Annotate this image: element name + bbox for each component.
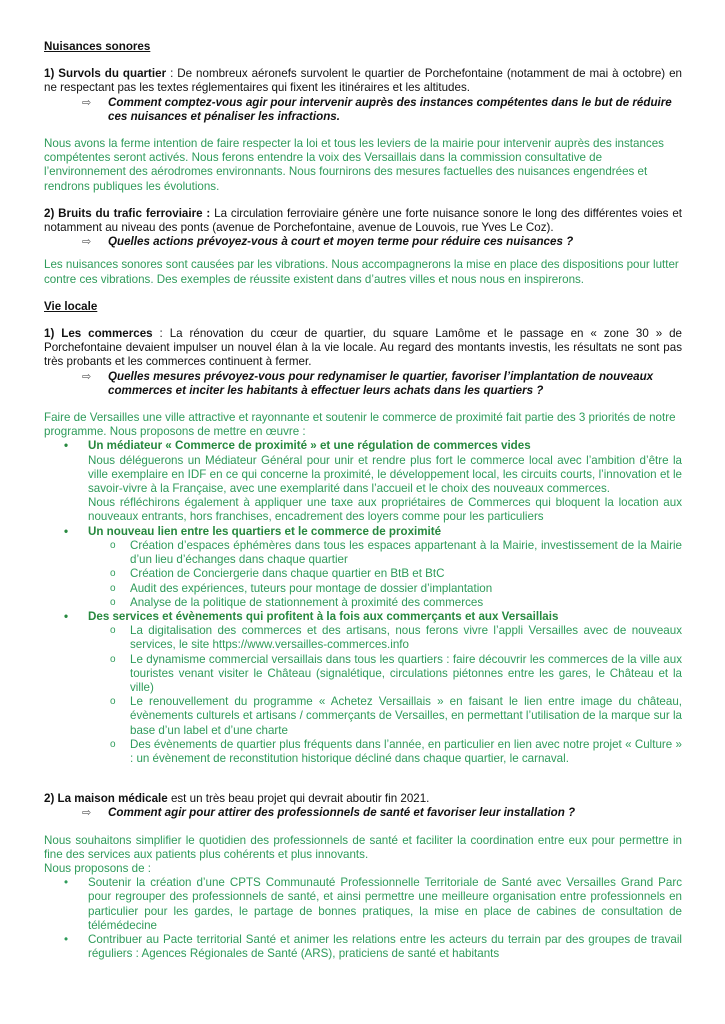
answer-commerces [44, 411, 682, 766]
list-item: o Le renouvellement du programme « Achetez Versaillais » en faisant le lien entre image du château, évènements culturels et artisans / commerçants de Versailles, en permettant l’utilisation de la marque sur la base d’un label et d’une charte [110, 695, 682, 737]
bullet-icon: • [64, 932, 69, 946]
arrow-icon: ⇨ [82, 807, 92, 820]
item-commerces: 1) Les commerces : La rénovation du cœur de quartier, du square Lamôme et le passage en « zone 30 » de Porchefontaine devaient impulser un nouvel élan à la vie locale. Au regard des montants investis, les résultats ne sont pas très probants et les commerces continuent à fermer. [44, 327, 682, 369]
arrow-icon: ⇨ [82, 236, 92, 249]
question-commerces: ⇨ Quelles mesures prévoyez-vous pour redynamiser le quartier, favoriser l’implantation de nouveaux commerces et inciter les habitants à effectuer leurs achats dans les quartiers ? [82, 369, 654, 397]
item-label: 1) Les commerces [44, 327, 153, 341]
circle-bullet-icon: o [110, 738, 116, 750]
bullet-nouveau-lien: • Un nouveau lien entre les quartiers et le commerce de proximité [64, 524, 442, 538]
section-title-vie-locale: Vie locale [44, 299, 98, 313]
item-label: 1) Survols du quartier [44, 67, 167, 81]
paragraph: Nous réfléchirons également à appliquer une taxe aux propriétaires de Commerces qui bloquent la location aux nouveaux entrants, hors franchises, encadrement des loyers comme pour les particuliers [88, 496, 682, 524]
circle-bullet-icon: o [110, 625, 116, 637]
list-item: o Analyse de la politique de stationnement à proximité des commerces [110, 595, 484, 609]
answer-lead: Nous proposons de : [44, 861, 151, 875]
circle-bullet-icon: o [110, 539, 116, 551]
paragraph: Nous déléguerons un Médiateur Général pour unir et rendre plus fort le commerce local avec l’ambition d’être la ville exemplaire en IDF en ce qui concerne la proximité, le développement local, les circuits courts, l’innovation et le savoir-vivre à la Française, avec une exemplarité dans l’accueil et le choix des nouveaux commerces. [88, 453, 682, 496]
item-survols: 1) Survols du quartier : De nombreux aéronefs survolent le quartier de Porchefontaine (notamment de mai à octobre) en ne respectant pas les textes réglementaires qui fixent les itinéraires et les altitudes. [44, 67, 683, 95]
bullet-icon: • [64, 439, 69, 453]
bullet-services-evenements: • Des services et évènements qui profitent à la fois aux commerçants et aux Versaillais [64, 609, 559, 623]
list-item: o Création de Conciergerie dans chaque quartier en BtB et BtC [110, 567, 445, 581]
bullet-icon: • [64, 524, 69, 538]
bullet-icon: • [64, 876, 69, 890]
answer-survols: Nous avons la ferme intention de faire respecter la loi et tous les leviers de la mairie pour intervenir auprès des instances compétentes seront activés. Nous ferons entendre la voix des Versaillais dans la commission consultative de l’environnement des aérodromes environnants. Nous fournirons des mesures factuelles des nuisances engendrées et rendrons publiques les évolutions. [44, 137, 664, 193]
item-label: 2) Bruits du trafic ferroviaire : [44, 206, 211, 220]
list-item: o Des évènements de quartier plus fréquents dans l’année, en particulier en lien avec notre projet « Culture » : un évènement de reconstitution historique décliné dans chaque quartier, le carnaval. [110, 737, 682, 765]
answer-intro: Faire de Versailles une ville attractive et rayonnante et soutenir le commerce de proximité fait partie des 3 priorités de notre programme. Nous proposons de mettre en œuvre : [44, 411, 676, 439]
circle-bullet-icon: o [110, 582, 116, 594]
list-item: o Audit des expériences, tuteurs pour montage de dossier d’implantation [110, 581, 493, 595]
circle-bullet-icon: o [110, 596, 116, 608]
question-maison-medicale: ⇨ Comment agir pour attirer des professionnels de santé et favoriser leur installation ? [82, 806, 576, 820]
question-ferroviaire: ⇨ Quelles actions prévoyez-vous à court et moyen terme pour réduire ces nuisances ? [82, 235, 574, 249]
question-survols: ⇨ Comment comptez-vous agir pour intervenir auprès des instances compétentes dans le but de réduire ces nuisances et pénaliser les infractions. [82, 95, 672, 123]
answer-maison-medicale [44, 834, 682, 962]
document-page [44, 40, 682, 961]
item-ferroviaire: 2) Bruits du trafic ferroviaire : La circulation ferroviaire génère une forte nuisance sonore le long des différentes voies et notamment au niveau des ponts (avenue de Porchefontaine, avenue de Louvois, rue Yves Le Coz). [44, 206, 682, 235]
item-label: 2) La maison médicale [44, 792, 168, 806]
bullet-icon: • [64, 609, 69, 623]
circle-bullet-icon: o [110, 568, 116, 580]
list-item: • Soutenir la création d’une CPTS Communauté Professionnelle Territoriale de Santé avec Versailles Grand Parc pour regrouper des professionnels de santé, et ainsi permettre une meilleure organisation entre professionnels en particulier pour les gardes, le partage de bonnes pratiques, la mise en place de cabines de consultation de télémédecine [64, 876, 682, 932]
circle-bullet-icon: o [110, 696, 116, 708]
arrow-icon: ⇨ [82, 370, 92, 383]
bullet-mediateur: • Un médiateur « Commerce de proximité » et une régulation de commerces vides [64, 439, 531, 453]
item-maison-medicale: 2) La maison médicale est un très beau projet qui devrait aboutir fin 2021. [44, 792, 430, 806]
answer-intro: Nous souhaitons simplifier le quotidien des professionnels de santé et faciliter la coordination entre eux pour permettre in fine des services aux patients plus cohérents et plus innovants. [44, 833, 682, 861]
answer-ferroviaire: Les nuisances sonores sont causées par les vibrations. Nous accompagnerons la mise en place des dispositions pour lutter contre ces vibrations. Des exemples de réussite existent dans d’autres villes et nous nous en inspirerons. [44, 258, 679, 286]
circle-bullet-icon: o [110, 653, 116, 665]
list-item: o Le dynamisme commercial versaillais dans tous les quartiers : faire découvrir les commerces de la ville aux touristes venant visiter le Château (signalétique, circulations piétonnes entre les gares, le Château et la ville) [110, 652, 682, 694]
list-item: o La digitalisation des commerces et des artisans, nous ferons vivre l’appli Versailles avec de nouveaux services, le site https://www.versailles-commerces.info [110, 624, 682, 652]
list-item: • Contribuer au Pacte territorial Santé et animer les relations entre les acteurs du terrain par des groupes de travail réguliers : Agences Régionales de Santé (ARS), praticiens de santé et habitants [64, 932, 682, 961]
arrow-icon: ⇨ [82, 96, 92, 109]
list-item: o Création d’espaces éphémères dans tous les espaces appartenant à la Mairie, investissement de la Mairie d’un lieu d’échanges dans chaque quartier [110, 538, 682, 567]
section-title-nuisances: Nuisances sonores [44, 40, 151, 53]
